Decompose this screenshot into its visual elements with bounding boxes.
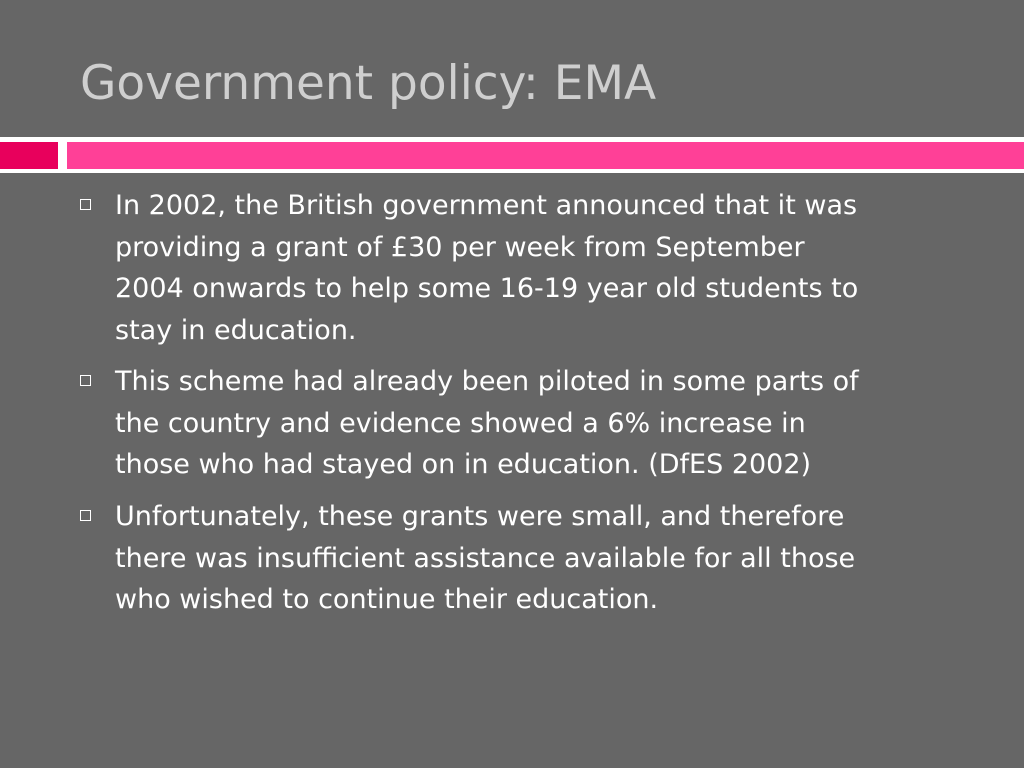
bullet-line: This scheme had already been piloted in some parts of	[115, 366, 859, 397]
bullet-item	[115, 361, 995, 486]
bullet-line: stay in education.	[115, 314, 357, 346]
bullet-text	[115, 361, 995, 486]
bullet-line: the country and evidence showed a 6% increase in	[115, 407, 806, 439]
bullet-item	[115, 185, 995, 351]
hollow-square-bullet-icon	[80, 510, 91, 521]
bullet-line: 2004 onwards to help some 16-19 year old students to	[115, 273, 859, 304]
bullet-line: those who had stayed on in education. (DfES 2002)	[115, 449, 812, 480]
hollow-square-bullet-icon	[80, 199, 91, 210]
bullet-text	[115, 185, 995, 351]
bullet-line: In 2002, the British government announced that it was	[115, 190, 858, 221]
bullet-line: who wished to continue their education.	[115, 584, 659, 615]
slide-title: Government policy: EMA	[80, 56, 657, 111]
bullet-item	[115, 496, 995, 621]
hollow-square-bullet-icon	[80, 375, 91, 386]
bullet-line: Unfortunately, these grants were small, and therefore	[115, 501, 845, 532]
bullet-text	[115, 496, 995, 621]
bullet-line: there was insufficient assistance available for all those	[115, 542, 856, 574]
bullet-line: providing a grant of £30 per week from September	[115, 231, 805, 263]
